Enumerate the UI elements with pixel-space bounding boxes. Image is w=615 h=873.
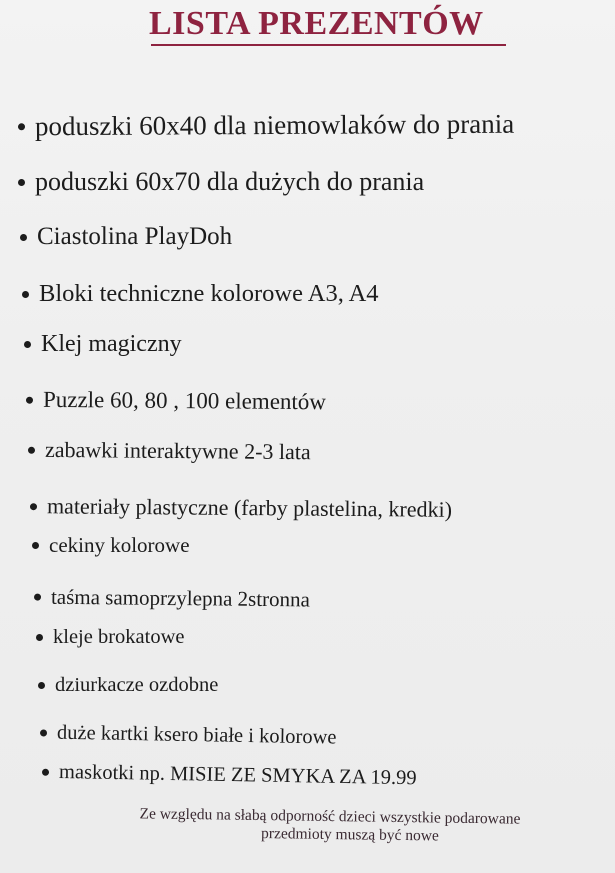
bullet-icon [26,396,33,403]
bullet-icon [22,291,29,298]
list-item-text: Puzzle 60, 80 , 100 elementów [42,386,327,415]
bullet-icon [28,446,35,453]
bullet-icon [30,503,37,510]
bullet-icon [40,729,47,736]
list-item-text: dziurkacze ozdobne [55,674,219,696]
list-item-text: materiały plastyczne (farby plastelina, kredki) [46,493,453,522]
page-title: LISTA PREZENTÓW [149,5,484,42]
list-item-text: kleje brokatowe [53,626,185,648]
bullet-icon [24,341,31,348]
bullet-icon [34,594,41,601]
list-item [20,223,232,251]
list-item [30,493,452,523]
bullet-icon [36,634,43,641]
list-item-text: Ciastolina PlayDoh [37,223,233,250]
footer-note [80,805,580,845]
list-item-text: duże kartki ksero białe i kolorowe [56,721,337,749]
list-item-text: cekiny kolorowe [49,533,190,557]
list-item [24,331,182,358]
list-item-text: zabawki interaktywne 2-3 lata [44,436,311,465]
list-item [28,437,311,465]
footer-note-line-2: przedmioty muszą być nowe [261,825,439,845]
list-item [26,387,326,416]
list-item [36,626,185,649]
list-item [18,167,424,197]
list-item-text: poduszki 60x70 dla dużych do prania [35,167,425,196]
list-item [18,109,514,143]
bullet-icon [42,769,49,776]
bullet-icon [38,682,45,689]
list-item [22,280,379,308]
list-item-text: poduszki 60x40 dla niemowlaków do prania [34,108,515,142]
bullet-icon [18,179,25,186]
bullet-icon [32,542,39,549]
list-item [38,674,218,697]
list-item-text: Bloki techniczne kolorowe A3, A4 [39,280,379,307]
footer-note-line-1: Ze względu na słabą odporność dzieci wszystkie podarowane [139,805,521,828]
title-underline [151,44,506,46]
list-item [32,533,190,558]
list-item-text: maskotki np. MISIE ZE SMYKA ZA 19.99 [58,761,417,790]
bullet-icon [18,123,25,130]
list-item-text: Klej magiczny [41,331,182,357]
list-item [40,721,337,749]
list-item [34,585,310,613]
list-item [42,761,417,791]
bullet-icon [20,234,27,241]
list-item-text: taśma samoprzylepna 2stronna [50,584,311,612]
